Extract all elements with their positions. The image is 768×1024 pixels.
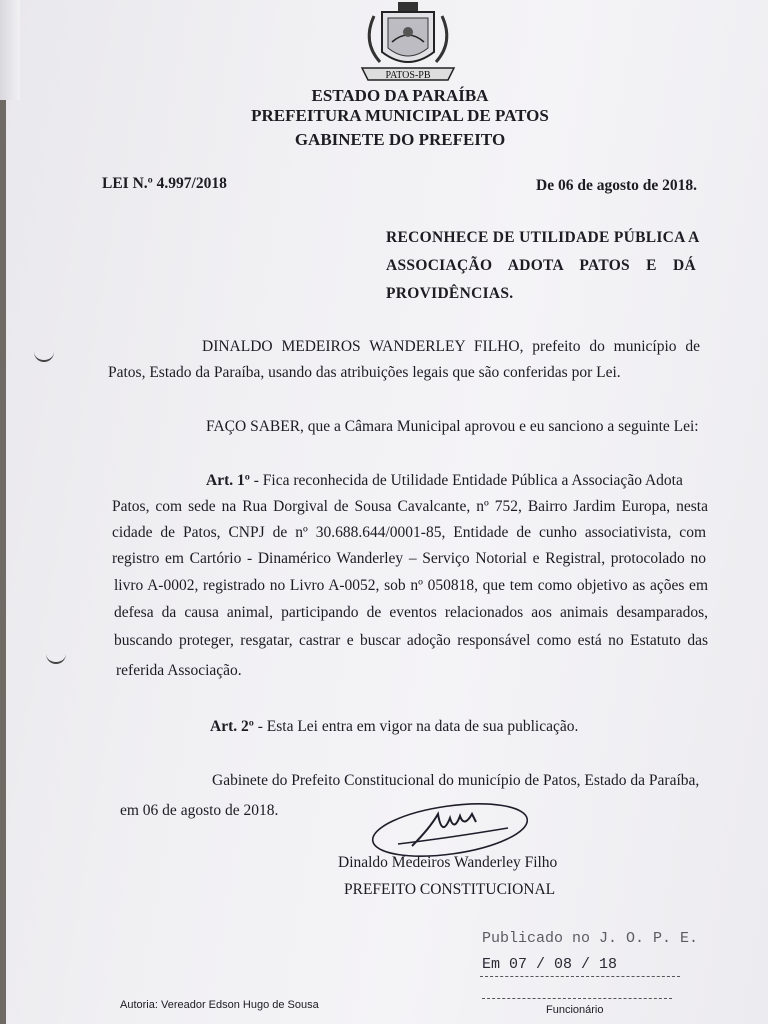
preamble-line: DINALDO MEDEIROS WANDERLEY FILHO, prefeito do município de [202, 338, 700, 355]
publication-stamp-line: Publicado no J. O. P. E. [482, 930, 699, 947]
signatory-name: Dinaldo Medeiros Wanderley Filho [338, 854, 558, 871]
article-1-text: - Fica reconhecida de Utilidade Entidade Pública a Associação Adota [249, 472, 683, 489]
header-office: GABINETE DO PREFEITO [294, 130, 506, 149]
article-1-label: Art. 1º [206, 472, 250, 489]
article-2-label: Art. 2º [210, 718, 254, 735]
handwritten-signature [368, 798, 528, 860]
closing-line: Gabinete do Prefeito Constitucional do município de Patos, Estado da Paraíba, [212, 772, 700, 789]
ementa-line: PROVIDÊNCIAS. [386, 285, 514, 302]
authorship-note: Autoria: Vereador Edson Hugo de Sousa [120, 999, 319, 1011]
article-1-line: registro em Cartório - Dinamérico Wanderley – Serviço Notorial e Registral, protocolado no [112, 550, 706, 567]
stamp-divider [480, 976, 680, 977]
article-1-line: Patos, com sede na Rua Dorgival de Sousa Cavalcante, nº 752, Bairro Jardim Europa, nesta [112, 498, 708, 515]
law-date: De 06 de agosto de 2018. [536, 177, 698, 194]
page-fold [0, 0, 20, 100]
publication-stamp-date: Em 07 / 08 / 18 [482, 956, 618, 973]
article-1-line: referida Associação. [116, 662, 242, 679]
stamp-signature-line [482, 998, 672, 999]
header-state: ESTADO DA PARAÍBA [311, 86, 489, 105]
crest-banner-text: PATOS-PB [385, 70, 431, 81]
stamp-footer: Funcionário [546, 1004, 604, 1016]
city-crest-icon [352, 2, 464, 84]
law-number: LEI N.º 4.997/2018 [102, 175, 227, 192]
preamble-line: Patos, Estado da Paraíba, usando das atribuições legais que são conferidas por Lei. [108, 364, 621, 381]
article-1-line: defesa da causa animal, participando de eventos relacionados aos animais desamparados, [114, 604, 708, 621]
article-1-line: livro A-0002, registrado no Livro A-0052, sob nº 050818, que tem como objetivo as ações em [114, 577, 708, 594]
closing-line: em 06 de agosto de 2018. [120, 802, 279, 819]
signatory-title: PREFEITO CONSTITUCIONAL [344, 881, 556, 898]
article-1-line: buscando proteger, resgatar, castrar e buscar adoção responsável como está no Estatuto das [114, 632, 708, 649]
announcement-text: FAÇO SABER, que a Câmara Municipal aprovou e eu sanciono a seguinte Lei: [206, 418, 699, 435]
ementa-line: RECONHECE DE UTILIDADE PÚBLICA A [386, 229, 700, 246]
article-1-line: cidade de Patos, CNPJ de nº 30.688.644/0001-85, Entidade de cunho associativista, com [112, 524, 706, 541]
ementa-line: ASSOCIAÇÃO ADOTA PATOS E DÁ [386, 257, 696, 274]
header-city-hall: PREFEITURA MUNICIPAL DE PATOS [251, 106, 549, 125]
article-2-text: - Esta Lei entra em vigor na data de sua publicação. [253, 718, 579, 735]
article-2 [210, 718, 578, 736]
article-1-first-line [206, 472, 702, 490]
